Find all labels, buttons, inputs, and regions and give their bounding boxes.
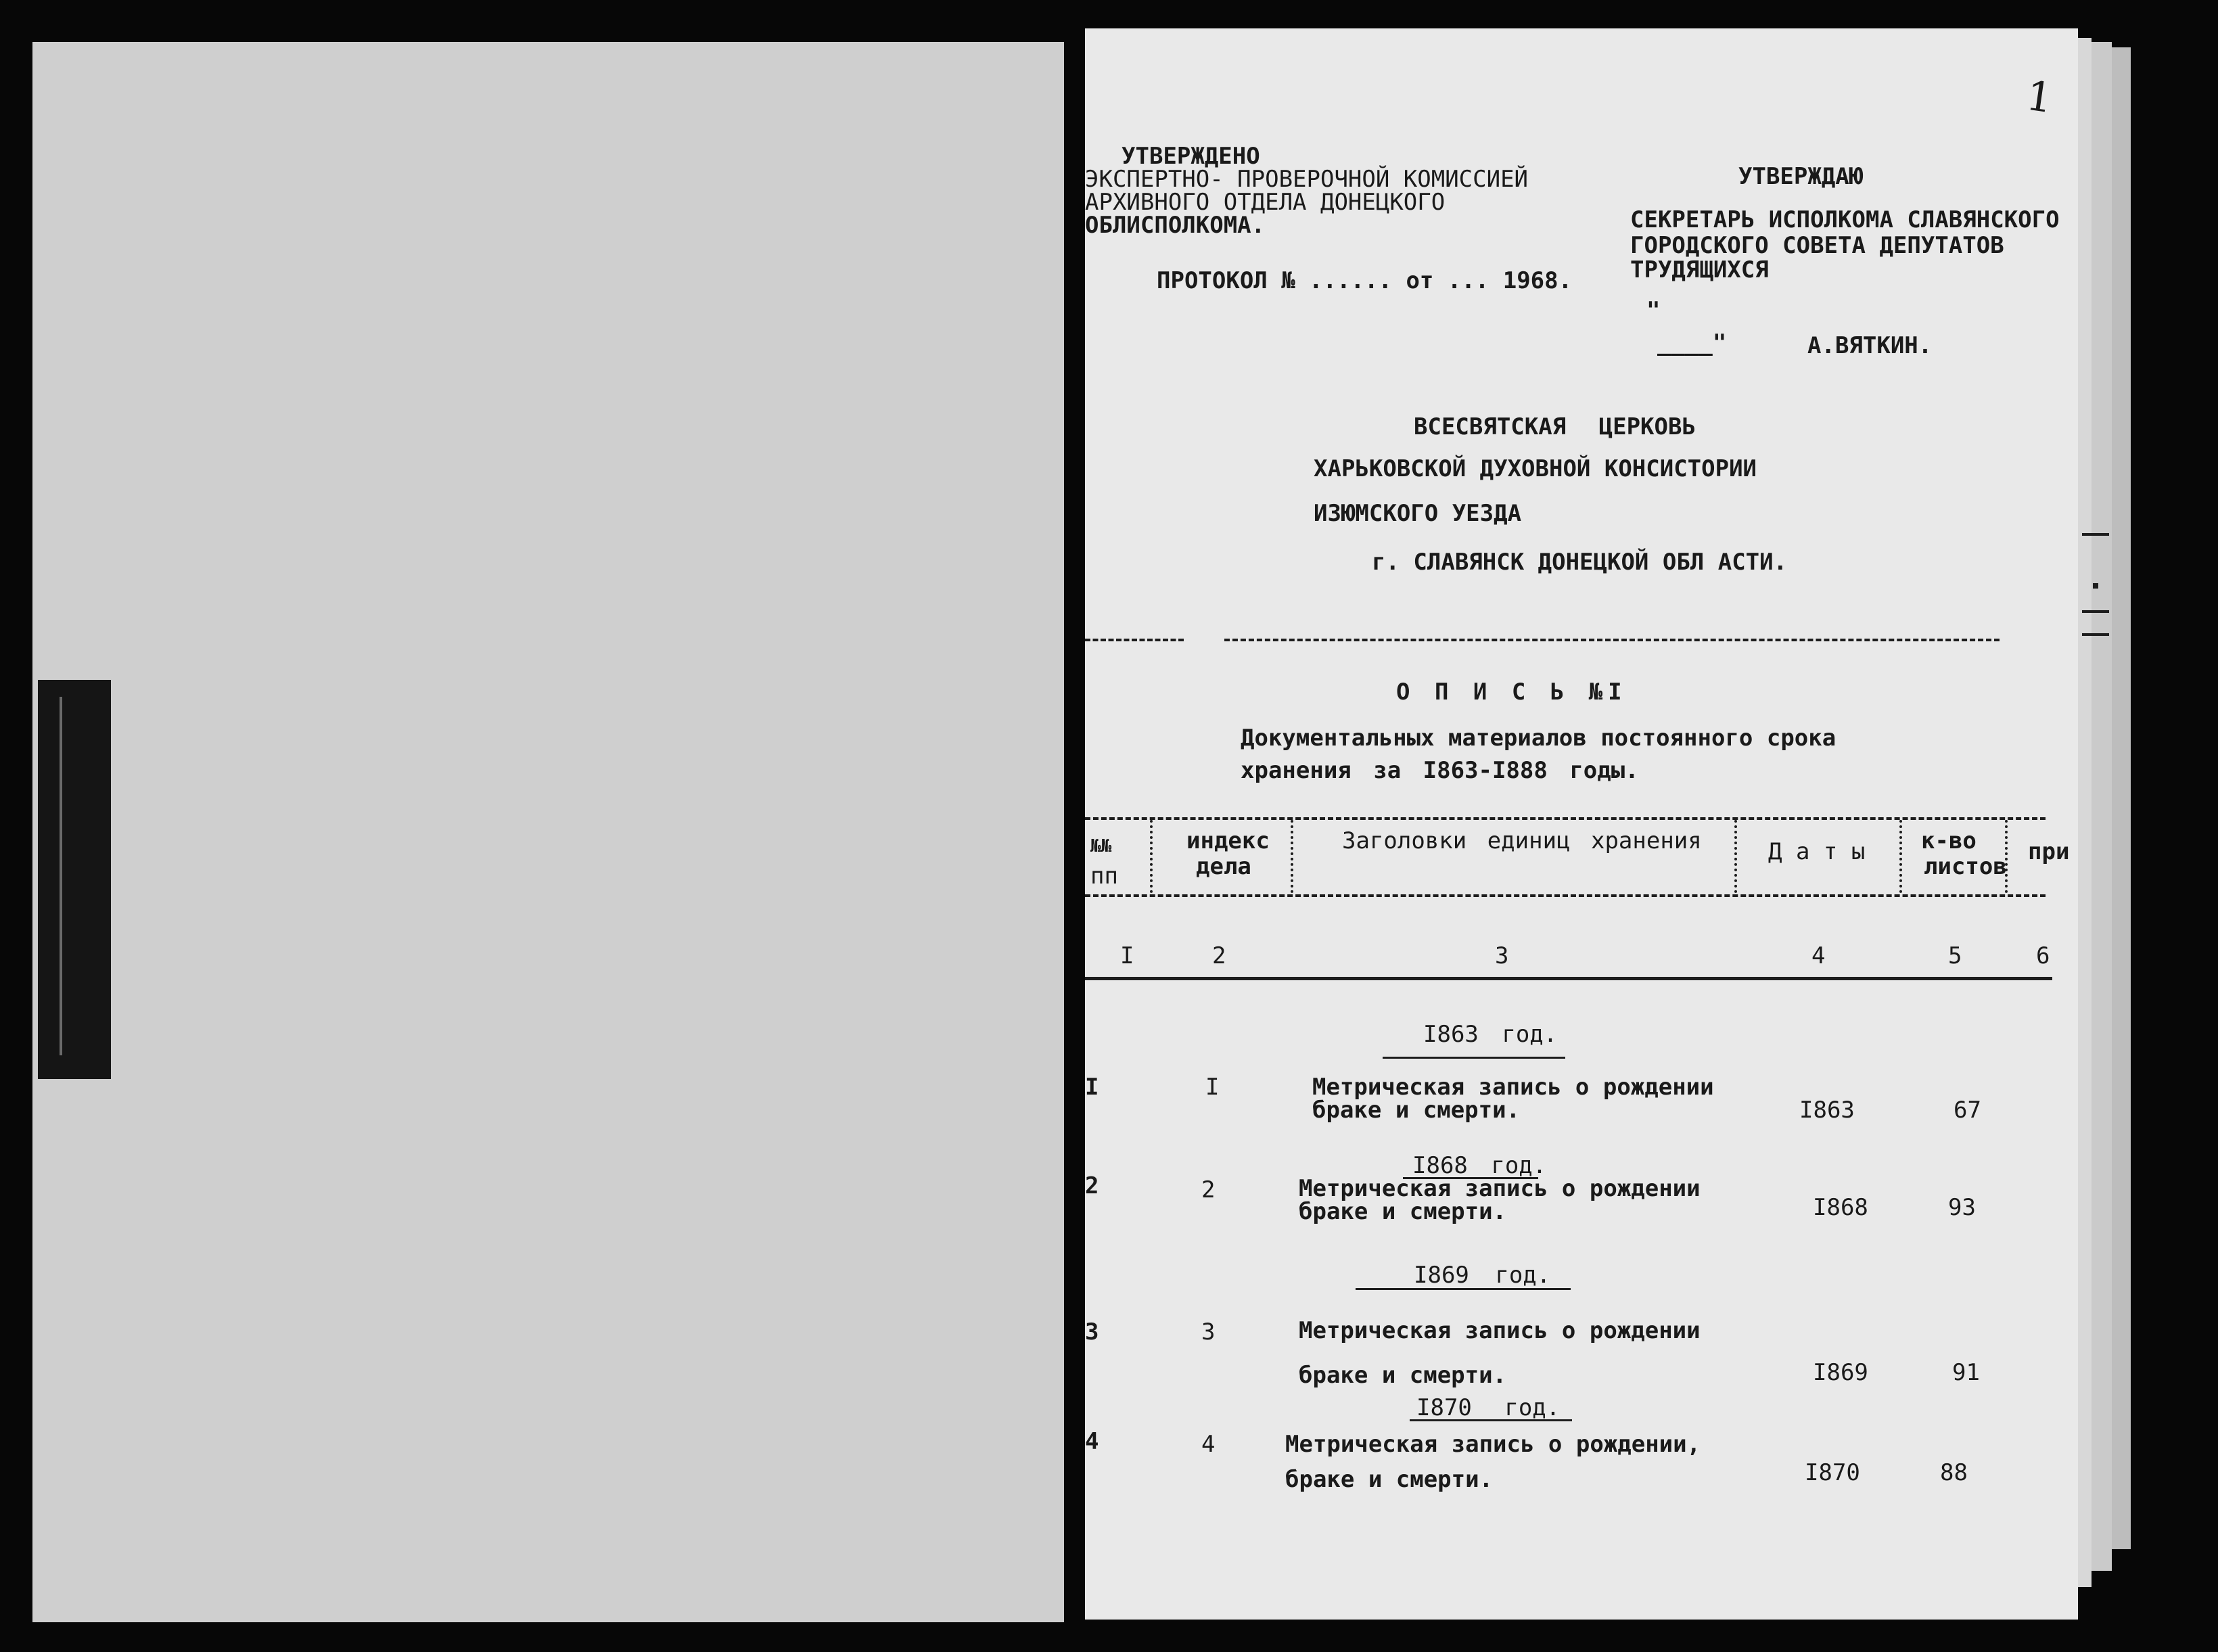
row-date: I863 [1799,1097,1855,1124]
year-heading-underline [1356,1288,1571,1290]
column-divider [1734,820,1737,893]
inventory-title: О П И С Ь №I [1396,679,1627,706]
section-separator [1224,639,2000,641]
binder-clip-edge [60,697,62,1055]
column-number: 6 [2036,942,2050,969]
header-col5-line2: листов [1924,853,2007,880]
header-col1-line2: пп [1090,863,1118,890]
header-col4: Д а т ы [1768,838,1866,865]
row-date: I868 [1813,1194,1868,1221]
approval-date-quote: " [1646,297,1661,324]
header-col2-line2: дела [1196,853,1251,880]
year-heading-underline [1383,1057,1565,1059]
year-heading: I863 год. [1423,1021,1558,1048]
margin-mark [2093,583,2098,589]
row-date: I870 [1805,1459,1860,1486]
row-index: 3 [1201,1318,1216,1346]
row-index: 4 [1201,1431,1216,1458]
header-col6: при [2028,838,2070,865]
row-number: 3 [1085,1318,1099,1346]
approval-right-line4: ТРУДЯЩИХСЯ [1630,256,1769,283]
protocol-line: ПРОТОКОЛ № ...... от ... 1968. [1157,267,1573,294]
header-bottom-rule [1085,894,2046,897]
header-solid-rule [1085,977,2052,980]
approval-date-blank: ____" [1657,329,1727,357]
row-date: I869 [1813,1359,1868,1386]
row-title-line2: браке и смерти. [1299,1362,1507,1389]
row-index: I [1205,1074,1220,1101]
approval-left-line2: ЭКСПЕРТНО- ПРОВЕРОЧНОЙ КОМИССИЕЙ [1085,166,1529,193]
row-title-line1: Метрическая запись о рождении, [1285,1431,1701,1458]
row-sheets: 67 [1954,1097,1981,1124]
row-number: I [1085,1074,1099,1101]
organization-line2: ХАРЬКОВСКОЙ ДУХОВНОЙ КОНСИСТОРИИ [1314,455,1757,482]
margin-mark [2082,633,2109,636]
header-col3: Заголовки единиц хранения [1342,827,1702,854]
binder-clip [38,680,111,1079]
page-number: 1 [2023,72,2056,123]
column-number: 3 [1495,942,1509,969]
document-page [1085,28,2078,1620]
column-number: 5 [1948,942,1962,969]
row-number: 2 [1085,1172,1099,1199]
row-title-line1: Метрическая запись о рождении [1299,1175,1701,1202]
organization-line3: ИЗЮМСКОГО УЕЗДА [1314,500,1522,527]
row-sheets: 91 [1952,1359,1980,1386]
header-col5-line1: к-во [1921,827,1977,854]
approval-left-line1: УТВЕРЖДЕНО [1122,143,1260,170]
approval-left-line3: АРХИВНОГО ОТДЕЛА ДОНЕЦКОГО [1085,189,1446,216]
year-heading: I870 год. [1416,1394,1561,1421]
column-divider [1291,820,1293,893]
column-divider [1899,820,1902,893]
row-title-line2: браке и смерти. [1285,1466,1494,1493]
inventory-subtitle-1: Документальных материалов постоянного срока [1241,725,1836,752]
inventory-subtitle-2: хранения за I863-I888 годы. [1241,757,1639,784]
year-heading-underline [1410,1419,1572,1421]
header-col1-line1: №№ [1090,836,1112,856]
approval-right-line3: ГОРОДСКОГО СОВЕТА ДЕПУТАТОВ [1630,232,2004,259]
row-title-line2: браке и смерти. [1312,1097,1521,1124]
row-number: 4 [1085,1428,1099,1455]
column-number: 4 [1811,942,1826,969]
page-stack-edge [2090,42,2112,1571]
year-heading: I868 год. [1412,1152,1547,1179]
margin-mark [2082,610,2109,613]
section-separator [1085,639,1184,641]
organization-line1: ВСЕСВЯТСКАЯ ЦЕРКОВЬ [1414,413,1696,440]
approval-signer: А.ВЯТКИН. [1807,332,1933,359]
row-title-line2: браке и смерти. [1299,1198,1507,1225]
column-number: 2 [1212,942,1226,969]
year-heading: I869 год. [1414,1262,1551,1289]
approval-left-line4: ОБЛИСПОЛКОМА. [1085,212,1266,239]
header-col2-line1: индекс [1186,827,1270,854]
organization-line4: г. СЛАВЯНСК ДОНЕЦКОЙ ОБЛ АСТИ. [1372,549,1788,576]
row-sheets: 93 [1948,1194,1976,1221]
page-stack-edge [2110,47,2131,1549]
approval-right-line1: УТВЕРЖДАЮ [1738,163,1864,190]
approval-right-line2: СЕКРЕТАРЬ ИСПОЛКОМА СЛАВЯНСКОГО [1630,206,2060,233]
row-title-line1: Метрическая запись о рождении [1299,1317,1701,1344]
column-number: I [1120,942,1134,969]
row-index: 2 [1201,1176,1216,1203]
margin-mark [2082,533,2109,536]
column-divider [1150,820,1153,893]
row-title-line1: Метрическая запись о рождении [1312,1074,1714,1101]
left-blank-page [32,42,1064,1622]
row-sheets: 88 [1940,1459,1968,1486]
